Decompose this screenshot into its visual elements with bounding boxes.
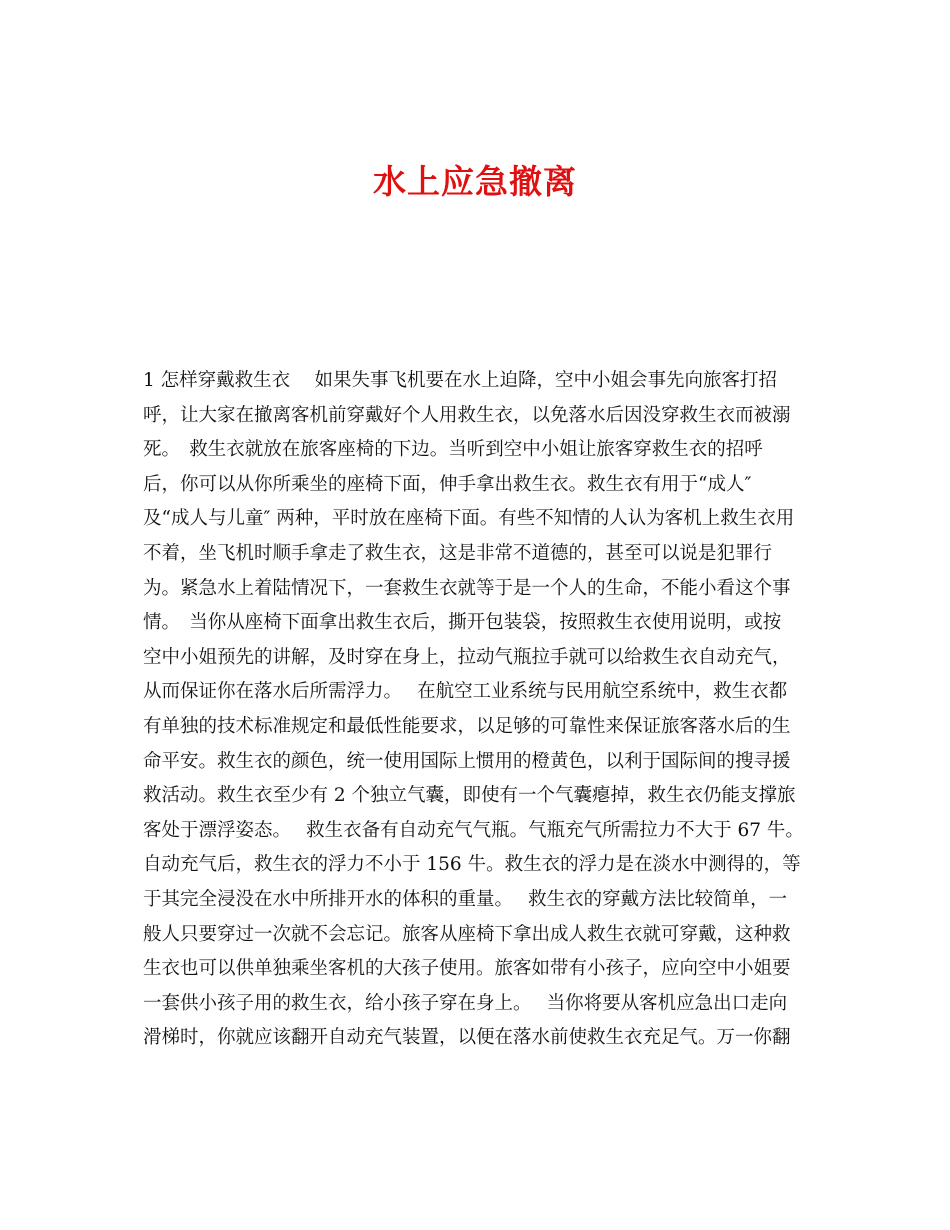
text-line: 不着，坐飞机时顺手拿走了救生衣，这是非常不道德的，甚至可以说是犯罪行 — [143, 542, 773, 564]
text-line: 一套供小孩子用的救生衣，给小孩子穿在身上。 当你将要从客机应急出口走向 — [143, 992, 788, 1014]
text-line: 滑梯时，你就应该翻开自动充气装置，以便在落水前使救生衣充足气。万一你翻 — [143, 1027, 791, 1049]
text-line: 生衣也可以供单独乘坐客机的大孩子使用。旅客如带有小孩子，应向空中小姐要 — [143, 958, 791, 980]
text-line: 为。紧急水上着陆情况下，一套救生衣就等于是一个人的生命，不能小看这个事 — [143, 577, 791, 599]
text-line: 后，你可以从你所乘坐的座椅下面，伸手拿出救生衣。救生衣有用于“成人″ — [143, 473, 752, 495]
text-line: 情。 当你从座椅下面拿出救生衣后，撕开包装袋，按照救生衣使用说明，或按 — [143, 612, 782, 634]
text-line: 自动充气后，救生衣的浮力不小于 156 牛。救生衣的浮力是在淡水中测得的，等 — [143, 854, 801, 876]
text-line: 死。 救生衣就放在旅客座椅的下边。当听到空中小姐让旅客穿救生衣的招呼 — [143, 439, 763, 461]
body-paragraph — [143, 364, 807, 1056]
text-line: 于其完全浸没在水中所排开水的体积的重量。 救生衣的穿戴方法比较简单，一 — [143, 888, 788, 910]
text-line: 空中小姐预先的讲解，及时穿在身上，拉动气瓶拉手就可以给救生衣自动充气， — [143, 646, 791, 668]
text-line: 有单独的技术标准规定和最低性能要求，以足够的可靠性来保证旅客落水后的生 — [143, 715, 791, 737]
text-line: 般人只要穿过一次就不会忘记。旅客从座椅下拿出成人救生衣就可穿戴，这种救 — [143, 923, 791, 945]
text-line: 及“成人与儿童″ 两种，平时放在座椅下面。有些不知情的人认为客机上救生衣用 — [143, 508, 795, 530]
text-line: 1 怎样穿戴救生衣 如果失事飞机要在水上迫降，空中小姐会事先向旅客打招 — [143, 370, 778, 391]
text-line: 救活动。救生衣至少有 2 个独立气囊，即使有一个气囊瘪掉，救生衣仍能支撑旅 — [143, 785, 796, 807]
page-title: 水上应急撤离 — [373, 162, 577, 202]
text-line: 命平安。救生衣的颜色，统一使用国际上惯用的橙黄色，以利于国际间的搜寻援 — [143, 750, 791, 772]
text-line: 从而保证你在落水后所需浮力。 在航空工业系统与民用航空系统中，救生衣都 — [143, 681, 788, 703]
text-line: 呼，让大家在撤离客机前穿戴好个人用救生衣，以免落水后因没穿救生衣而被溺 — [143, 404, 791, 426]
text-line: 客处于漂浮姿态。 救生衣备有自动充气气瓶。气瓶充气所需拉力不大于 67 牛。 — [143, 819, 804, 841]
